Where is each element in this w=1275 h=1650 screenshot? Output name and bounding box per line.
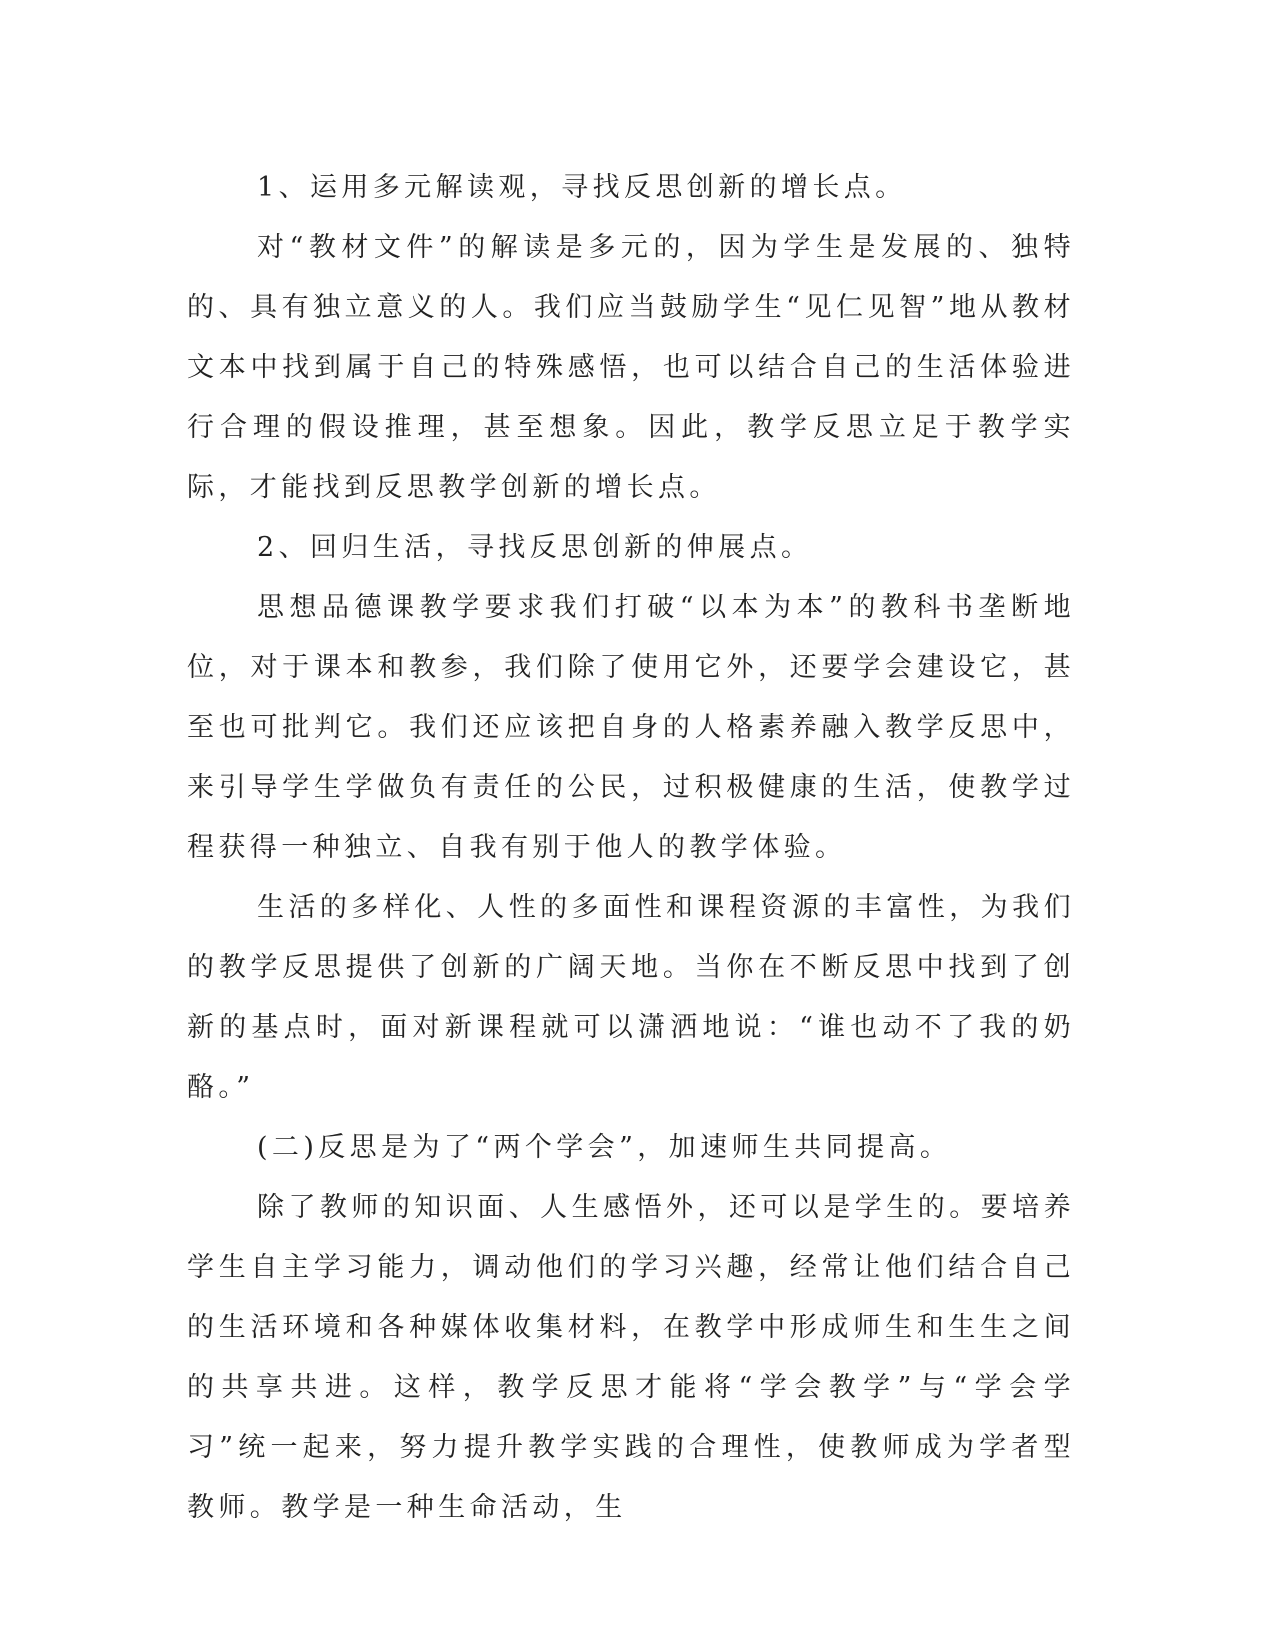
section-heading-1: 1、运用多元解读观，寻找反思创新的增长点。 xyxy=(257,172,907,203)
section-heading-3: (二)反思是为了“两个学会”，加速师生共同提高。 xyxy=(257,1132,952,1163)
paragraph: 思想品德课教学要求我们打破“以本为本”的教科书垄断地位，对于课本和教参，我们除了使用它外，还要学会建设它，甚至也可批判它。我们还应该把自身的人格素养融入教学反思中，来引导学生学做负有责任的公民，过积极健康的生活，使教学过程获得一种独立、自我有别于他人的教学体验。 xyxy=(187,592,1075,863)
document-body xyxy=(187,158,1075,1538)
paragraph: 生活的多样化、人性的多面性和课程资源的丰富性，为我们的教学反思提供了创新的广阔天地。当你在不断反思中找到了创新的基点时，面对新课程就可以潇洒地说：“谁也动不了我的奶酪。” xyxy=(187,892,1075,1103)
paragraph: 对“教材文件”的解读是多元的，因为学生是发展的、独特的、具有独立意义的人。我们应当鼓励学生“见仁见智”地从教材文本中找到属于自己的特殊感悟，也可以结合自己的生活体验进行合理的假设推理，甚至想象。因此，教学反思立足于教学实际，才能找到反思教学创新的增长点。 xyxy=(187,232,1075,503)
paragraph: 除了教师的知识面、人生感悟外，还可以是学生的。要培养学生自主学习能力，调动他们的学习兴趣，经常让他们结合自己的生活环境和各种媒体收集材料，在教学中形成师生和生生之间的共享共进。这样，教学反思才能将“学会教学”与“学会学习”统一起来，努力提升教学实践的合理性，使教师成为学者型教师。教学是一种生命活动，生 xyxy=(187,1192,1075,1523)
section-heading-2: 2、回归生活，寻找反思创新的伸展点。 xyxy=(257,532,813,563)
